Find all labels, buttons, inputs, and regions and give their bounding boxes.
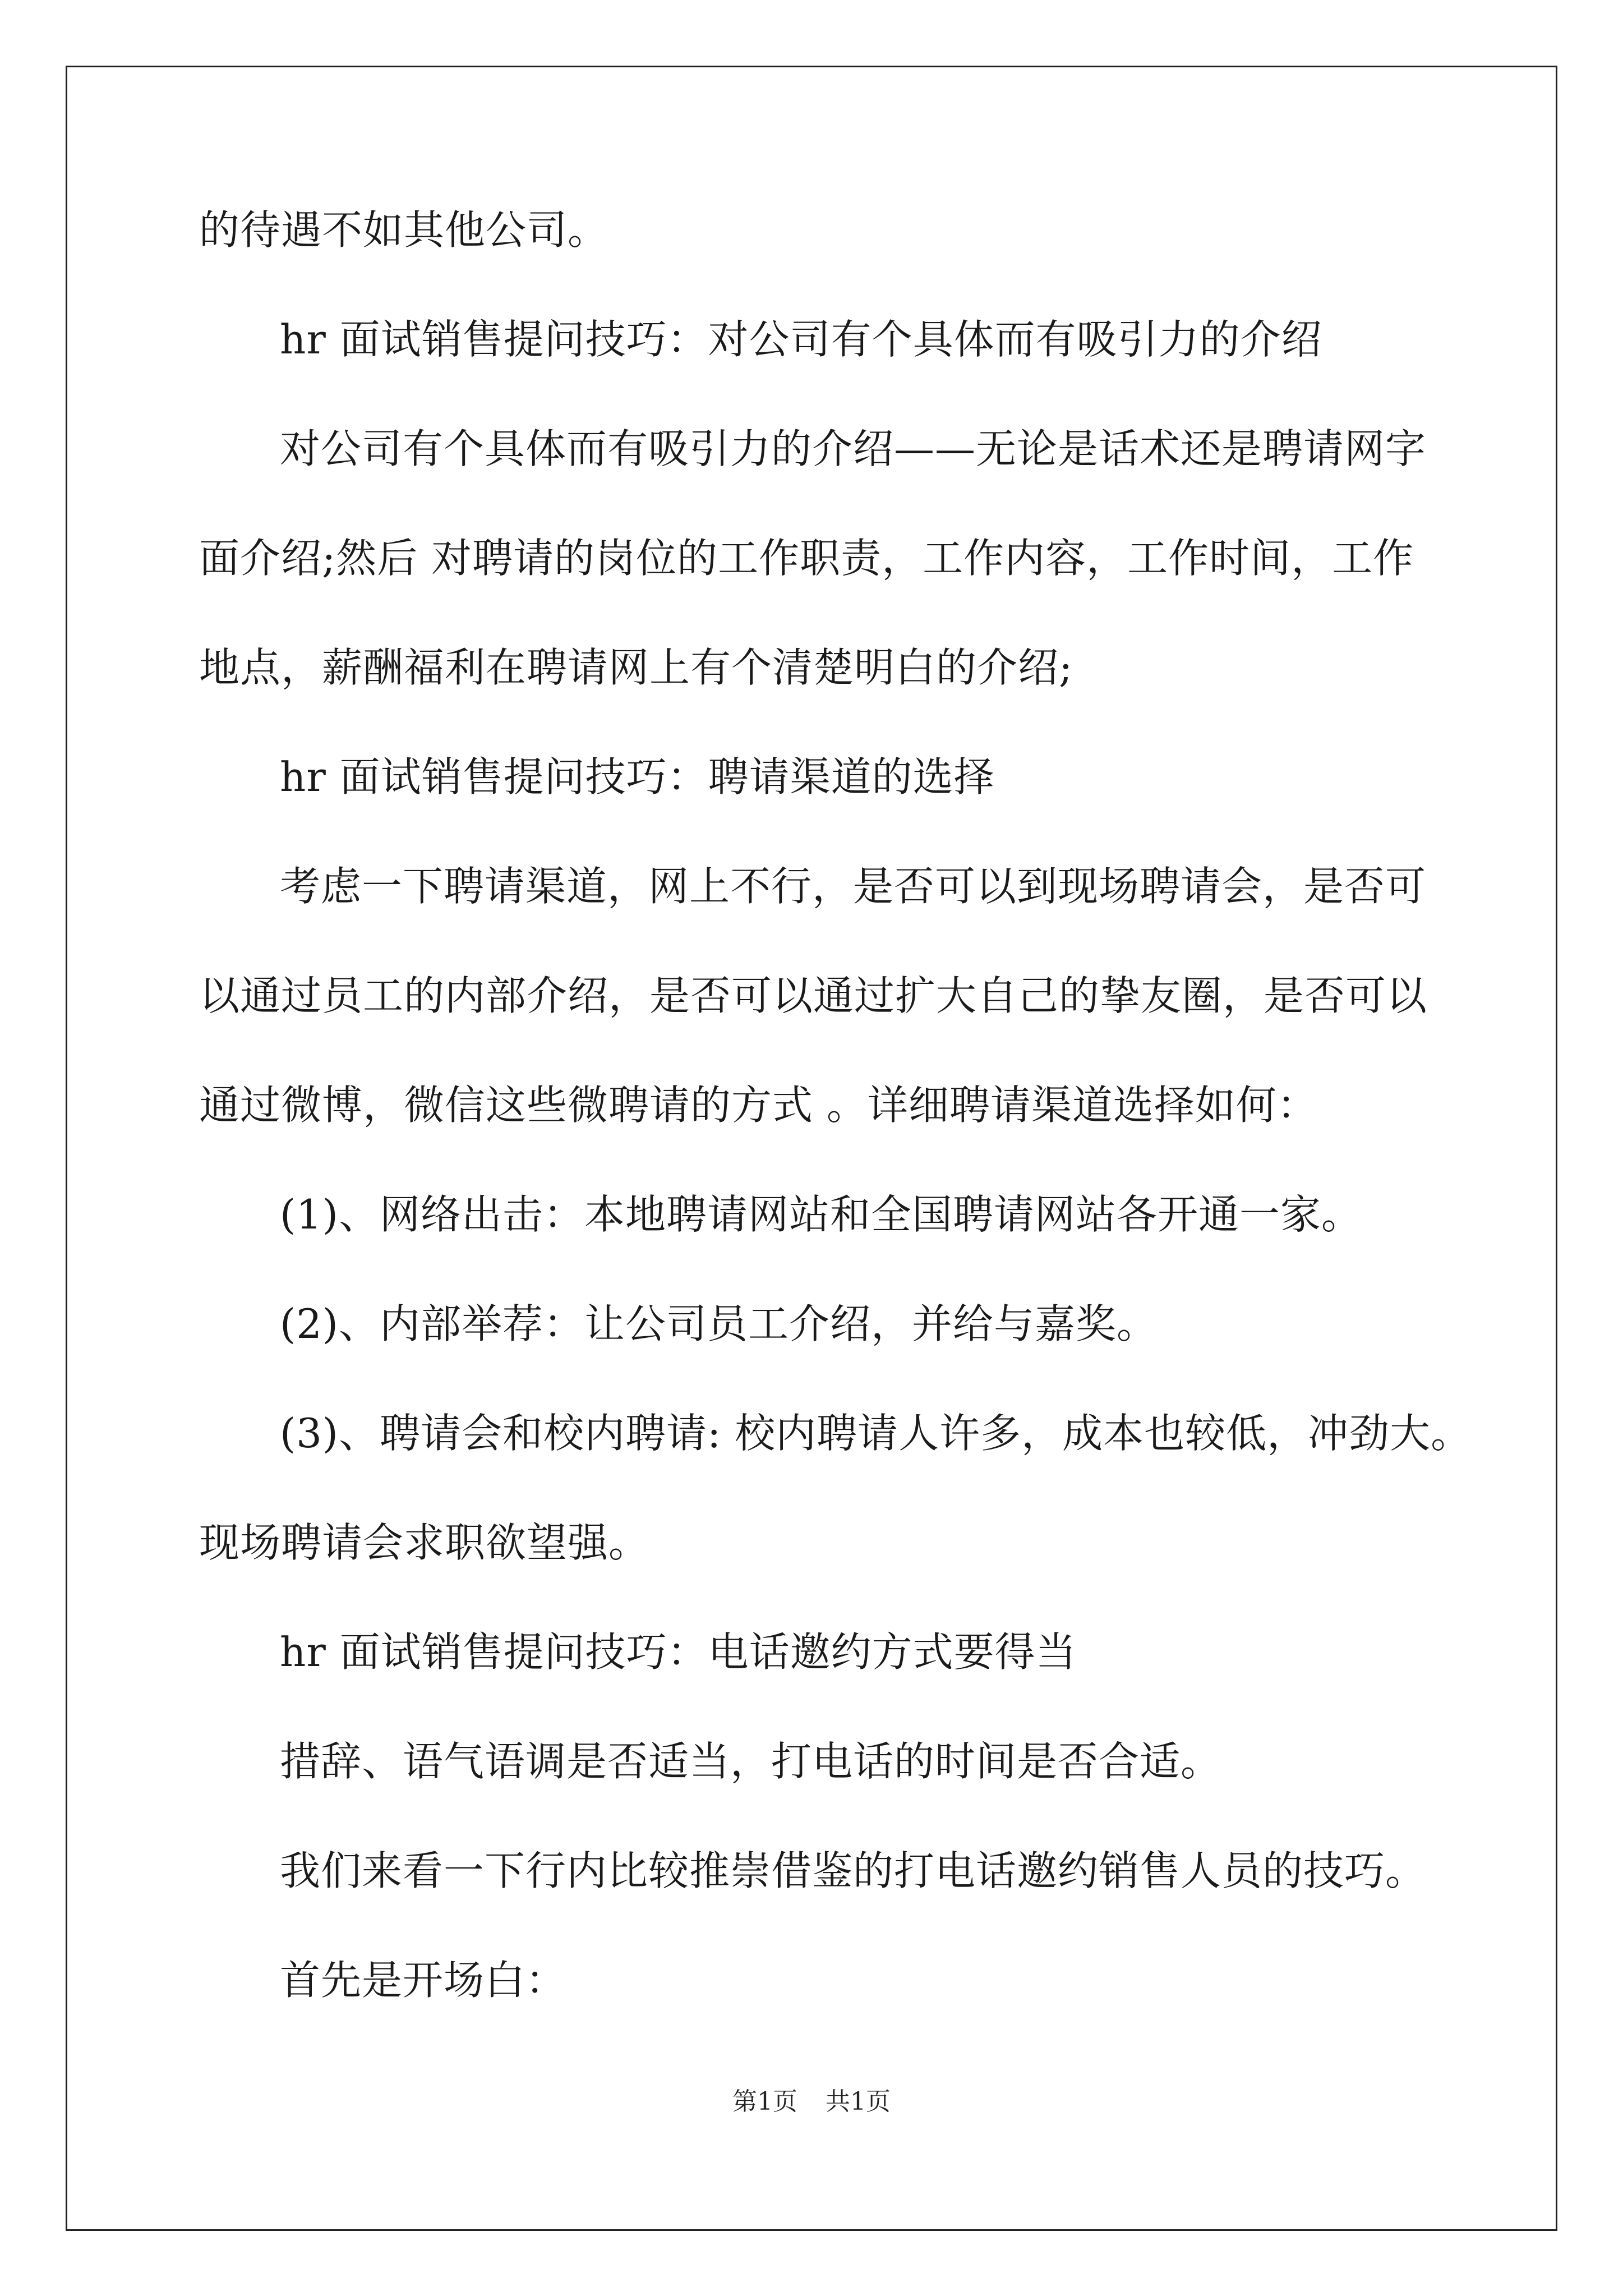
- paragraph-line: 措辞、语气语调是否适当，打电话的时间是否合适。: [280, 1738, 1222, 1785]
- section-heading: hr 面试销售提问技巧：电话邀约方式要得当: [280, 1628, 1077, 1676]
- paragraph-line: 考虑一下聘请渠道，网上不行，是否可以到现场聘请会，是否可: [280, 863, 1427, 910]
- page-border: [66, 66, 1557, 2231]
- section-heading: hr 面试销售提问技巧：聘请渠道的选择: [280, 753, 995, 800]
- section-heading: hr 面试销售提问技巧：对公司有个具体而有吸引力的介绍: [280, 316, 1322, 363]
- page-number-current: 第1页: [732, 2087, 797, 2116]
- text-line: 的待遇不如其他公司。: [199, 206, 609, 254]
- paragraph-line: 现场聘请会求职欲望强。: [199, 1519, 650, 1566]
- paragraph-line: 地点，薪酬福利在聘请网上有个清楚明白的介绍;: [199, 644, 1073, 691]
- paragraph-line: 面介绍;然后 对聘请的岗位的工作职责，工作内容，工作时间，工作: [199, 535, 1414, 582]
- page-footer: [0, 2081, 1623, 2117]
- list-item: (3)、聘请会和校内聘请: 校内聘请人许多，成本也较低，冲劲大。: [280, 1410, 1472, 1457]
- list-item: (2)、内部举荐：让公司员工介绍，并给与嘉奖。: [280, 1300, 1158, 1347]
- paragraph-line: 通过微博，微信这些微聘请的方式 。详细聘请渠道选择如何：: [199, 1082, 1318, 1129]
- paragraph-line: 我们来看一下行内比较推崇借鉴的打电话邀约销售人员的技巧。: [280, 1847, 1427, 1894]
- paragraph-line: 以通过员工的内部介绍，是否可以通过扩大自己的挚友圈，是否可以: [199, 972, 1428, 1019]
- page-number-total: 共1页: [826, 2087, 891, 2116]
- paragraph-line: 对公司有个具体而有吸引力的介绍——无论是话术还是聘请网字: [280, 425, 1427, 472]
- list-item: (1)、网络出击：本地聘请网站和全国聘请网站各开通一家。: [280, 1191, 1362, 1238]
- paragraph-line: 首先是开场白：: [280, 1957, 567, 2004]
